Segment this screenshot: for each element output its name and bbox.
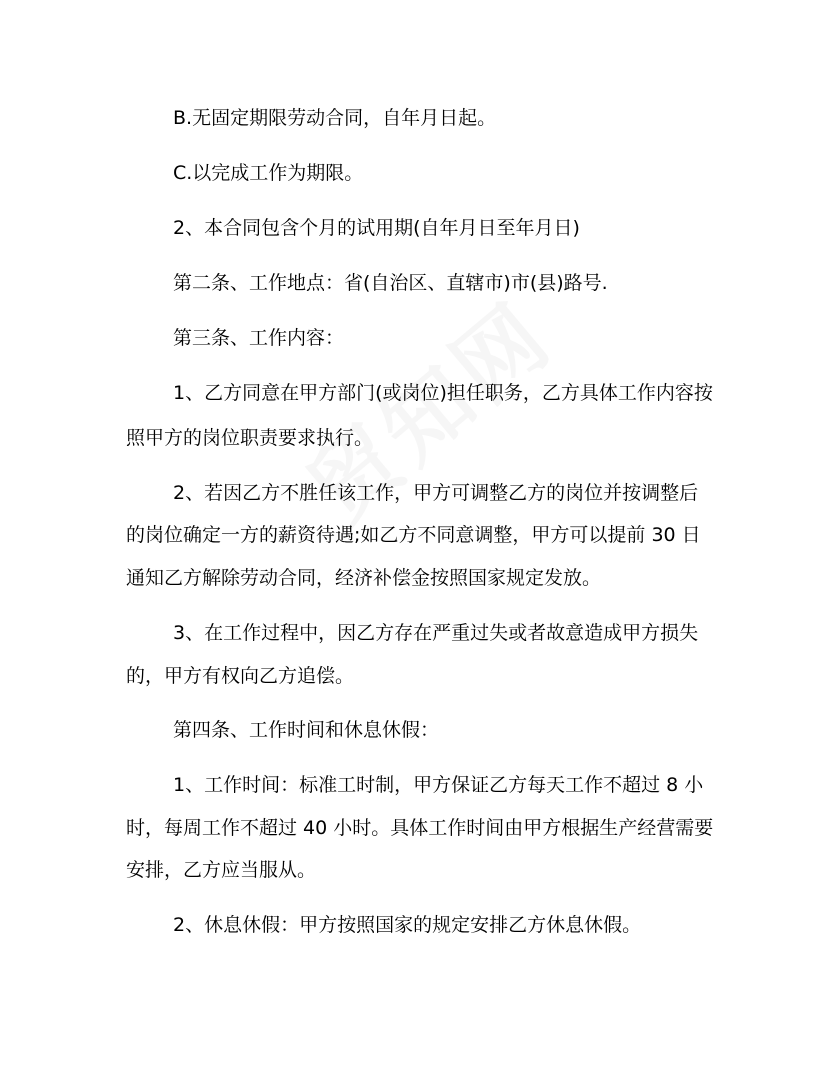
paragraph-line: 2、本合同包含个月的试用期(自年月日至年月日) [173, 217, 580, 239]
paragraph-line: 2、若因乙方不胜任该工作，甲方可调整乙方的岗位并按调整后 [173, 482, 699, 504]
watermark-text [277, 269, 574, 547]
paragraph-line: 1、乙方同意在甲方部门(或岗位)担任职务，乙方具体工作内容按 [173, 382, 713, 404]
paragraph-line: 1、工作时间：标准工时制，甲方保证乙方每天工作不超过 8 小 [173, 774, 704, 796]
article-heading: 第四条、工作时间和休息休假： [173, 719, 440, 741]
paragraph-line: 安排，乙方应当服从。 [126, 859, 317, 881]
paragraph-line: 2、休息休假：甲方按照国家的规定安排乙方休息休假。 [173, 914, 642, 936]
paragraph-line: 的岗位确定一方的薪资待遇;如乙方不同意调整，甲方可以提前 30 日 [126, 524, 701, 546]
paragraph-line: C.以完成工作为期限。 [173, 162, 364, 184]
paragraph-line: B.无固定期限劳动合同，自年月日起。 [173, 107, 497, 129]
paragraph-line: 通知乙方解除劳动合同，经济补偿金按照国家规定发放。 [126, 567, 602, 589]
paragraph-line: 的，甲方有权向乙方追偿。 [126, 665, 355, 687]
paragraph-line: 时，每周工作不超过 40 小时。具体工作时间由甲方根据生产经营需要 [126, 817, 714, 839]
article-heading: 第三条、工作内容： [173, 327, 345, 349]
article-heading: 第二条、工作地点：省(自治区、直辖市)市(县)路号. [173, 272, 608, 294]
paragraph-line: 照甲方的岗位职责要求执行。 [126, 427, 374, 449]
paragraph-line: 3、在工作过程中，因乙方存在严重过失或者故意造成甲方损失 [173, 622, 699, 644]
